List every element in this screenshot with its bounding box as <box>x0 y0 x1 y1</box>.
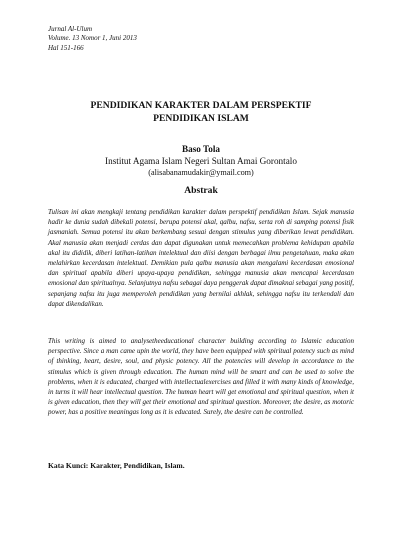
keywords: Kata Kunci: Karakter, Pendidikan, Islam. <box>48 461 185 470</box>
paper-title <box>48 100 354 125</box>
author-affiliation: Institut Agama Islam Negeri Sultan Amai Gorontalo <box>105 156 297 166</box>
title-line-2: PENDIDIKAN ISLAM <box>153 112 249 124</box>
title-line-1: PENDIDIKAN KARAKTER DALAM PERSPEKTIF <box>90 100 312 111</box>
abstract-heading: Abstrak <box>184 185 218 196</box>
abstract-english: This writing is aimed to analysetheeducational character building according to Islamic education perspective. Since a man came upin the world, they have been equipped with spiritual potency such as mind of thinking, heart, desire, soul, and physic potency. All the potencies will develop in accordance to the stimulus which is given through education. The human mind will be smart and can be used to solve the problems, when it is educated, charged with intellectualexercises and filled it with many kinds of knowledge, in turns it will hear intellectual question. The human heart will get emotional and spiritual question, when it is given education, then they will get their emotional and spiritual question. Moreover, the desire, as motoric power, has a positive meaningas long as it is educated. Surely, the desire can be controlled. <box>48 337 354 417</box>
journal-meta <box>48 25 137 53</box>
journal-pages: Hal 151-166 <box>48 43 84 52</box>
author-block <box>48 143 354 179</box>
author-email: (alisabanamudakir@ymail.com) <box>148 168 254 177</box>
abstract-indonesian: Tulisan ini akan mengkaji tentang pendidikan karakter dalam perspektif pendidikan Islam. Sejak manusia hadir ke dunia sudah dibekali potensi, berupa potensi akal, qalbu, nafsu, serta roh di samping potensi fisik jasmaniah. Semua potensi itu akan berkembang sesuai dengan stimulus yang diberikan lewat pendidikan. Akal manusia akan menjadi cerdas dan dapat digunakan untuk memecahkan problema kehidupan apabila akal itu dididik, diberi latihan-latihan intelektual dan diisi dengan berbagai ilmu pengetahuan, maka akan melahirkan kecerdasan intelektual. Demikian pula qalbu manusia akan mengalami kecerdasan emosional dan spiritual apabila diberi upaya-upaya pendidikan, sehingga manusia akan mencapai kecerdasan emosional dan spiritualnya. Selanjutnya nafsu sebagai daya penggerak dapat dimaknai sebagai yang positif, sepanjang nafsu itu juga memperoleh pendidikan yang bernilai akhlak, sehingga nafsu itu terkendali dan dapat dikendalikan. <box>48 208 354 308</box>
author-name: Baso Tola <box>181 144 221 154</box>
journal-name: Jurnal Al-Ulum <box>48 25 93 33</box>
journal-volume: Volume. 13 Nomor 1, Juni 2013 <box>48 34 137 43</box>
